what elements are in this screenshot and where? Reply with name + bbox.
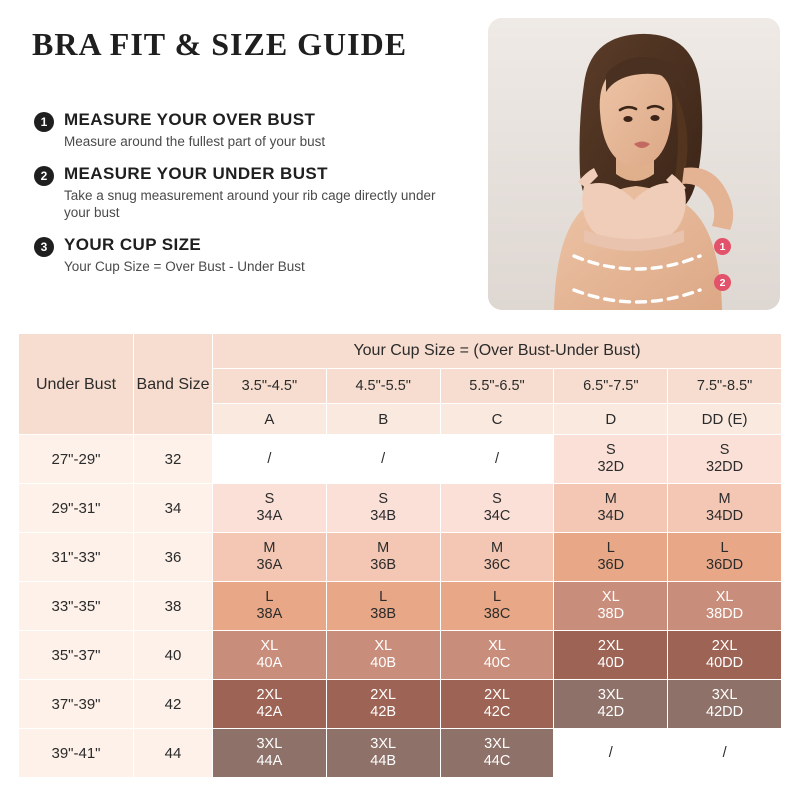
table-row (19, 533, 782, 582)
step-title: YOUR CUP SIZE (64, 235, 202, 254)
size-code: 34D (597, 508, 625, 524)
th-cup-letter: C (440, 404, 554, 435)
table-row (19, 582, 782, 631)
table-row (19, 631, 782, 680)
row-under-bust: 37"-39" (19, 680, 134, 729)
size-code: 38DD (706, 606, 744, 622)
row-under-bust: 31"-33" (19, 533, 134, 582)
size-label: 2XL (370, 687, 397, 703)
step-description: Measure around the fullest part of your bust (64, 134, 326, 149)
th-cup-letter: DD (E) (668, 404, 782, 435)
size-label: M (490, 540, 504, 556)
row-under-bust: 35"-37" (19, 631, 134, 680)
table-row (19, 435, 782, 484)
steps-list (34, 110, 464, 289)
row-band-size: 34 (134, 484, 213, 533)
size-label: 2XL (484, 687, 510, 703)
th-range: 7.5"-8.5" (668, 369, 782, 404)
size-cell (213, 729, 327, 778)
size-label: 3XL (256, 736, 283, 752)
size-code: 32D (597, 459, 625, 475)
size-cell (668, 435, 782, 484)
size-cell (554, 680, 668, 729)
size-label: XL (374, 638, 393, 654)
size-cell (326, 680, 440, 729)
row-under-bust: 33"-35" (19, 582, 134, 631)
size-label: 3XL (711, 687, 738, 703)
step-description: Your Cup Size = Over Bust - Under Bust (64, 259, 305, 274)
th-under-bust: Under Bust (19, 334, 134, 435)
size-cell (213, 631, 327, 680)
size-label: 2XL (597, 638, 624, 654)
step-item (34, 164, 464, 221)
photo-marker-2: 2 (714, 274, 731, 291)
size-label: 3XL (370, 736, 397, 752)
size-cell (554, 484, 668, 533)
size-label: L (379, 589, 388, 605)
size-code: 40D (597, 655, 625, 671)
size-code: 42A (256, 704, 283, 720)
size-cell (554, 631, 668, 680)
size-cell (213, 533, 327, 582)
row-under-bust: 29"-31" (19, 484, 134, 533)
size-label: XL (601, 589, 620, 605)
size-code: 42DD (706, 704, 744, 720)
size-cell (554, 729, 668, 778)
size-label: L (720, 540, 729, 556)
th-cup-letter: B (326, 404, 440, 435)
th-cup-letter: D (554, 404, 668, 435)
size-code: 36A (256, 557, 283, 573)
size-label: 3XL (484, 736, 510, 752)
size-label: XL (715, 589, 734, 605)
size-code: 40DD (706, 655, 744, 671)
size-label: S (605, 442, 616, 458)
step-item (34, 110, 464, 150)
row-band-size: 40 (134, 631, 213, 680)
size-cell (440, 631, 554, 680)
th-cup-size: Your Cup Size = (Over Bust-Under Bust) (213, 334, 782, 369)
size-cell (213, 680, 327, 729)
size-cell (668, 533, 782, 582)
size-code: 32DD (706, 459, 744, 475)
row-band-size: 38 (134, 582, 213, 631)
size-label: M (377, 540, 390, 556)
size-label: M (604, 491, 617, 507)
size-cell (440, 435, 554, 484)
size-code: 38C (483, 606, 511, 622)
row-band-size: 42 (134, 680, 213, 729)
step-description: Take a snug measurement around your rib cage directly under your bust (64, 188, 436, 220)
size-cell (440, 680, 554, 729)
row-band-size: 36 (134, 533, 213, 582)
size-label: / (267, 450, 272, 467)
size-code: 42B (370, 704, 397, 720)
th-range: 3.5"-4.5" (213, 369, 327, 404)
size-code: 42D (597, 704, 625, 720)
size-code: 44C (483, 753, 511, 769)
size-label: / (381, 450, 386, 467)
size-label: L (606, 540, 615, 556)
size-code: 36B (370, 557, 397, 573)
size-label: / (494, 450, 499, 467)
step-number-badge: 2 (34, 166, 54, 186)
row-under-bust: 27"-29" (19, 435, 134, 484)
th-band-size: Band Size (134, 334, 213, 435)
size-code: 44B (370, 753, 397, 769)
size-cell (213, 484, 327, 533)
size-code: 38A (256, 606, 283, 622)
table-row (19, 680, 782, 729)
step-title: MEASURE YOUR OVER BUST (64, 110, 316, 129)
size-label: 3XL (597, 687, 624, 703)
photo-marker-1: 1 (714, 238, 731, 255)
size-cell (326, 729, 440, 778)
size-code: 36DD (706, 557, 744, 573)
step-title: MEASURE YOUR UNDER BUST (64, 164, 328, 183)
size-code: 36D (597, 557, 625, 573)
size-label: 2XL (711, 638, 738, 654)
size-code: 40C (483, 655, 511, 671)
size-cell (440, 729, 554, 778)
row-band-size: 32 (134, 435, 213, 484)
size-label: XL (260, 638, 279, 654)
size-label: M (718, 491, 731, 507)
size-cell (326, 582, 440, 631)
model-photo (488, 18, 780, 310)
size-code: 34A (256, 508, 283, 524)
size-label: S (378, 491, 389, 507)
size-cell (213, 435, 327, 484)
size-code: 34DD (706, 508, 744, 524)
size-table (18, 333, 782, 778)
size-cell (668, 680, 782, 729)
size-label: L (492, 589, 502, 605)
size-cell (668, 729, 782, 778)
th-cup-letter: A (213, 404, 327, 435)
size-cell (213, 582, 327, 631)
step-number-badge: 1 (34, 112, 54, 132)
size-cell (326, 631, 440, 680)
size-cell (668, 631, 782, 680)
size-label: L (265, 589, 274, 605)
size-cell (326, 533, 440, 582)
step-item (34, 235, 464, 275)
row-band-size: 44 (134, 729, 213, 778)
size-label: / (608, 744, 613, 761)
th-range: 4.5"-5.5" (326, 369, 440, 404)
size-code: 34C (483, 508, 511, 524)
size-table-container (18, 333, 782, 778)
size-cell (554, 582, 668, 631)
size-cell (326, 435, 440, 484)
size-label: S (719, 442, 730, 458)
size-code: 34B (370, 508, 397, 524)
size-label: 2XL (256, 687, 283, 703)
size-code: 36C (483, 557, 511, 573)
size-cell (440, 484, 554, 533)
size-code: 40A (256, 655, 283, 671)
size-cell (668, 582, 782, 631)
size-cell (668, 484, 782, 533)
size-code: 44A (256, 753, 283, 769)
table-row (19, 484, 782, 533)
size-label: S (264, 491, 275, 507)
row-under-bust: 39"-41" (19, 729, 134, 778)
size-label: M (263, 540, 276, 556)
th-range: 5.5"-6.5" (440, 369, 554, 404)
size-cell (554, 533, 668, 582)
size-cell (440, 582, 554, 631)
size-label: / (722, 744, 727, 761)
step-number-badge: 3 (34, 237, 54, 257)
size-label: S (492, 491, 502, 507)
size-label: XL (488, 638, 506, 654)
size-cell (326, 484, 440, 533)
size-code: 38D (597, 606, 625, 622)
th-range: 6.5"-7.5" (554, 369, 668, 404)
size-code: 38B (370, 606, 397, 622)
size-code: 42C (483, 704, 511, 720)
size-cell (440, 533, 554, 582)
size-cell (554, 435, 668, 484)
size-code: 40B (370, 655, 397, 671)
page-title: BRA FIT & SIZE GUIDE (32, 26, 408, 62)
table-row (19, 729, 782, 778)
